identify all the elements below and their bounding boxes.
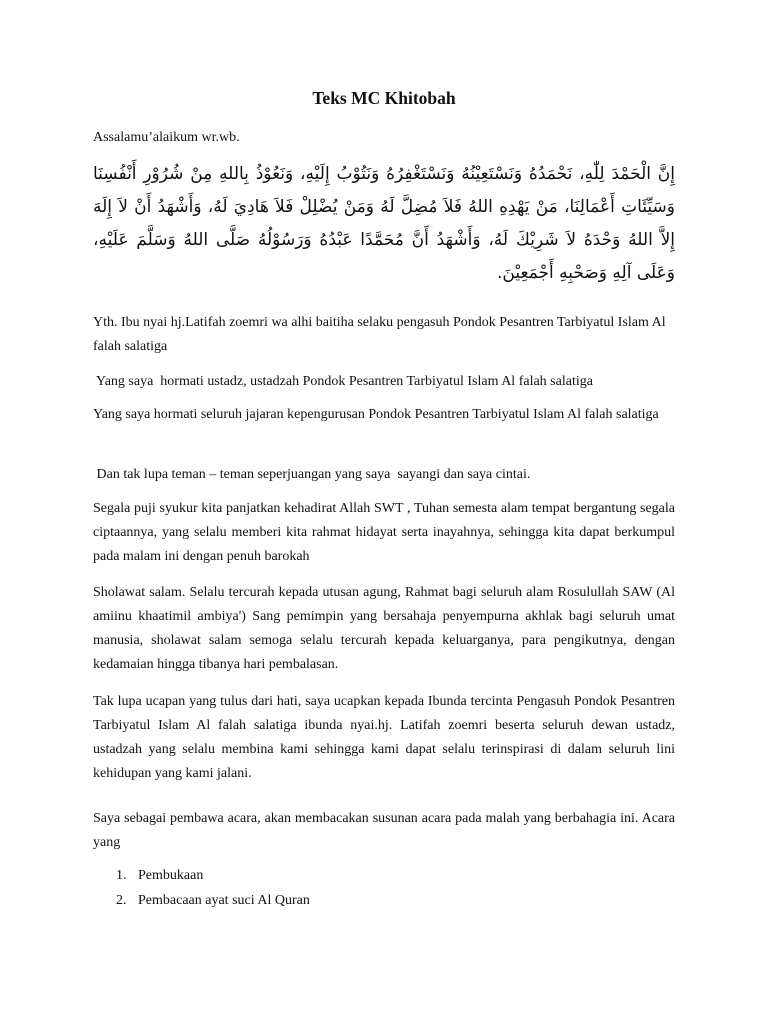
agenda-item [116,889,310,913]
paragraph-address-ustadz: Yang saya hormati ustadz, ustadzah Pondok Pesantren Tarbiyatul Islam Al falah salatiga [93,374,593,389]
agenda-item [116,864,203,888]
document-title: Teks MC Khitobah [312,88,456,108]
greeting: Assalamu’alaikum wr.wb. [93,130,240,145]
paragraph-praise: Segala puji syukur kita panjatkan kehadirat Allah SWT , Tuhan semesta alam tempat bergantung segala ciptaannya, yang selalu memberi kita rahmat hidayat serta inayahnya, sehingga kita dapat berkumpul pada malam ini dengan penuh barokah [93,501,675,564]
agenda-item-number: 2. [116,893,127,908]
arabic-opening-prayer: إِنَّ الْحَمْدَ لِلّٰهِ، نَحْمَدُهُ وَنَسْتَعِيْنُهُ وَنَسْتَغْفِرُهُ وَنَتُوْبُ إِلَيْهِ، وَنَعُوْذُ بِاللهِ مِنْ شُرُوْرِ أَنْفُسِنَا وَسَيِّئَاتِ أَعْمَالِنَا، مَنْ يَهْدِهِ اللهُ فَلاَ مُضِلَّ لَهُ وَمَنْ يُضْلِلْ فَلاَ هَادِيَ لَهُ، وَأَشْهَدُ أَنْ لاَ إِلَهَ إِلاَّ اللهُ وَحْدَهُ لاَ شَرِيْكَ لَهُ، وَأَشْهَدُ أَنَّ مُحَمَّدًا عَبْدُهُ وَرَسُوْلُهُ صَلَّى اللهُ وَسَلَّمَ عَلَيْهِ، وَعَلَى آلِهِ وَصَحْبِهِ أَجْمَعِيْنَ. [93,164,675,283]
paragraph-address-pengurus: Yang saya hormati seluruh jajaran kepengurusan Pondok Pesantren Tarbiyatul Islam Al falah salatiga [93,407,659,422]
paragraph-agenda-intro: Saya sebagai pembawa acara, akan membacakan susunan acara pada malah yang berbahagia ini. Acara yang [93,811,675,850]
agenda-item-number: 1. [116,868,127,883]
agenda-item-text: Pembukaan [138,868,204,883]
paragraph-address-nyai: Yth. Ibu nyai hj.Latifah zoemri wa alhi baitiha selaku pengasuh Pondok Pesantren Tarbiyatul Islam Al falah salatiga [93,315,666,354]
paragraph-address-friends: Dan tak lupa teman – teman seperjuangan yang saya sayangi dan saya cintai. [93,467,531,482]
paragraph-sholawat: Sholawat salam. Selalu tercurah kepada utusan agung, Rahmat bagi seluruh alam Rosulullah SAW (Al amiinu khaatimil ambiya') Sang pemimpin yang bersahaja penyempurna akhlak bagi seluruh umat manusia, sholawat salam semoga selalu tercurah kepada keluarganya, para pengikutnya, dengan kedamaian hingga tibanya hari pembalasan. [93,585,675,672]
paragraph-gratitude: Tak lupa ucapan yang tulus dari hati, saya ucapkan kepada Ibunda tercinta Pengasuh Pondok Pesantren Tarbiyatul Islam Al falah salatiga ibunda nyai.hj. Latifah zoemri beserta seluruh dewan ustadz, ustadzah yang selalu membina kami sehingga kami dapat selalu terinspirasi di dalam seluruh lini kehidupan yang kami jalani. [93,694,675,781]
agenda-item-text: Pembacaan ayat suci Al Quran [138,893,310,908]
